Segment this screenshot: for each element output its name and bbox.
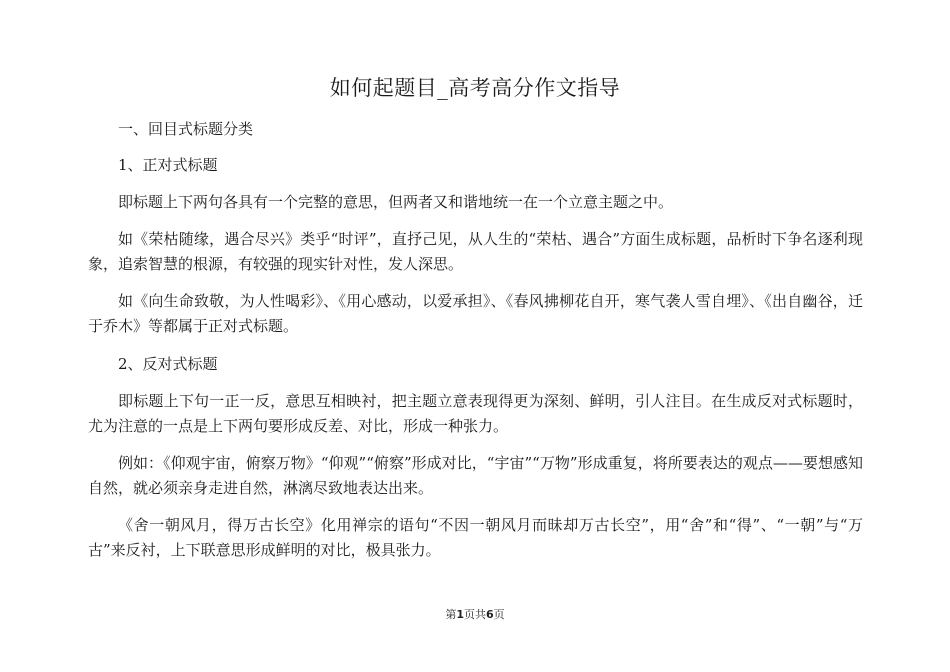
total-pages-number: 6 xyxy=(486,608,494,621)
footer-prefix: 第 xyxy=(445,608,457,621)
paragraph-2: 如《荣枯随缘，遇合尽兴》类乎“时评”，直抒己见，从人生的“荣枯、遇合”方面生成标题，品析时下争名逐利现象，追索智慧的根源，有较强的现实针对性，发人深思。 xyxy=(88,230,863,273)
current-page-number: 1 xyxy=(456,608,464,621)
footer-middle: 页共 xyxy=(464,608,486,621)
paragraph-1: 即标题上下两句各具有一个完整的意思，但两者又和谐地统一在一个立意主题之中。 xyxy=(118,193,674,211)
document-title: 如何起题目_高考高分作文指导 xyxy=(329,76,621,100)
paragraph-5: 例如：《仰观宇宙，俯察万物》“仰观”“俯察”形成对比，“宇宙”“万物”形成重复，将所要表达的观点——要想感知自然，就必须亲身走进自然，淋漓尽致地表达出来。 xyxy=(88,454,863,497)
section-heading: 一、回目式标题分类 xyxy=(118,120,254,138)
document-body xyxy=(88,118,863,563)
paragraph-4: 即标题上下句一正一反，意思互相映衬，把主题立意表现得更为深刻、鲜明，引人注目。在生成反对式标题时，尤为注意的一点是上下两句要形成反差、对比，形成一种张力。 xyxy=(88,392,863,435)
footer-suffix: 页 xyxy=(493,608,505,621)
subsection-heading-1: 1、正对式标题 xyxy=(118,156,218,174)
paragraph-6: 《舍一朝风月，得万古长空》化用禅宗的语句“不因一朝风月而昧却万古长空”，用“舍”和“得”、“一朝”与“万古”来反衬，上下联意思形成鲜明的对比，极具张力。 xyxy=(88,516,863,559)
subsection-heading-2: 2、反对式标题 xyxy=(118,355,218,373)
paragraph-3: 如《向生命致敬，为人性喝彩》、《用心感动，以爱承担》、《春风拂柳花自开，寒气袭人雪自埋》、《出自幽谷，迁于乔木》等都属于正对式标题。 xyxy=(88,292,863,335)
page-footer xyxy=(0,608,950,622)
